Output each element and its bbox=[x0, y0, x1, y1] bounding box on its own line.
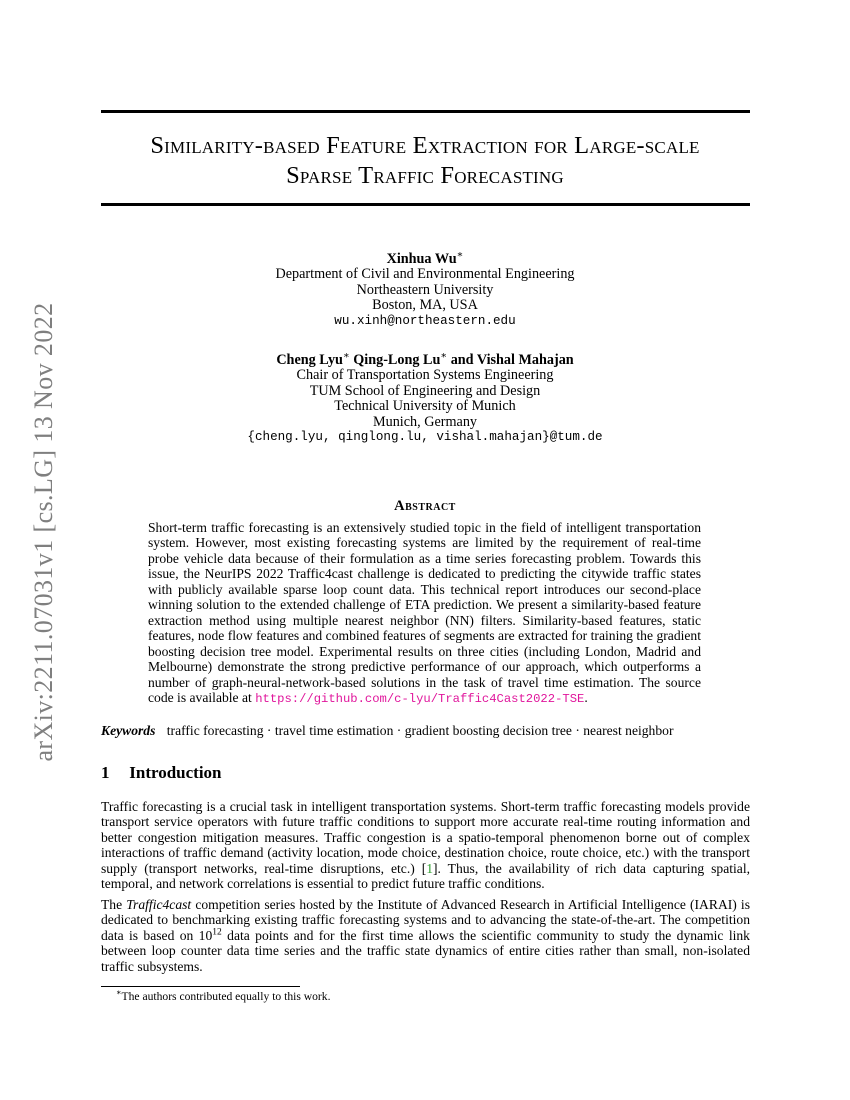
top-rule bbox=[101, 110, 750, 113]
paragraph-text: ]. Thus, the availability of rich data capturing spatial, temporal, and network correlations is essential to predict future traffic conditions. bbox=[101, 860, 750, 892]
author-school: TUM School of Engineering and Design bbox=[309, 382, 541, 399]
author-university: Northeastern University bbox=[356, 281, 494, 298]
author-marker: ∗ bbox=[440, 350, 448, 362]
author-university: Technical University of Munich bbox=[334, 398, 516, 415]
author-name: Cheng Lyu bbox=[276, 352, 343, 368]
paper-title bbox=[90, 131, 760, 191]
title-line-1: Similarity-based Feature Extraction for Large-scale bbox=[150, 132, 700, 159]
keywords-text: traffic forecasting · travel time estimation · gradient boosting decision tree · nearest neighbor bbox=[166, 723, 674, 738]
abstract-text: Short-term traffic forecasting is an extensively studied topic in the field of intelligent transportation system. However, most existing forecasting systems are limited by the requirement of real-time probe vehicle data because of their formulation as a time series forecasting problem. Towards this issue, the NeurIPS 2022 Traffic4cast challenge is dedicated to predicting the citywide traffic states with publicly available sparse loop count data. This technical report introduces our second-place winning solution to the extended challenge of ETA prediction. We present a similarity-based feature extraction method using multiple nearest neighbor (NN) filters. Similarity-based features, static features, node flow features and combined features of segments are extracted for training the gradient boosting decision tree model. Experimental results on three cities (including London, Madrid and Melbourne) demonstrate the strong predictive performance of our approach, which outperforms a number of graph-neural-network-based solutions in the task of travel time estimation. The source code is available at bbox=[148, 520, 701, 705]
author-email: wu.xinh@northeastern.edu bbox=[334, 313, 516, 328]
citation-link[interactable]: 1 bbox=[426, 860, 434, 876]
source-code-link[interactable]: https://github.com/c-lyu/Traffic4Cast2022-TSE bbox=[255, 691, 585, 706]
abstract-heading: Abstract bbox=[394, 498, 456, 514]
footnote-text: The authors contributed equally to this work. bbox=[121, 990, 331, 1003]
author-marker: ∗ bbox=[342, 350, 350, 362]
title-line-2: Sparse Traffic Forecasting bbox=[286, 162, 564, 189]
exponent: 12 bbox=[212, 927, 222, 938]
author-marker: ∗ bbox=[456, 249, 464, 261]
section-title: Introduction bbox=[129, 763, 222, 782]
intro-paragraph-1 bbox=[101, 799, 750, 892]
author-name: and Vishal Mahajan bbox=[450, 352, 574, 368]
author-name: Qing-Long Lu bbox=[353, 352, 441, 368]
keywords bbox=[101, 723, 673, 739]
author-location: Munich, Germany bbox=[372, 413, 478, 430]
footnote-rule bbox=[101, 986, 300, 987]
title-bottom-rule bbox=[101, 203, 750, 206]
abstract-body bbox=[148, 520, 701, 707]
paragraph-text: Traffic forecasting is a crucial task in intelligent transportation systems. Short-term traffic forecasting models provide transport service operators with future traffic conditions to support more accurate real-time routing information and better congestion mitigation measures. Traffic congestion is a spatio-temporal phenomenon borne out of complex interactions of traffic demand (activity location, mode choice, destination choice, route choice, etc.) with the transport supply (transport networks, real-time disruptions, etc.) [ bbox=[101, 799, 750, 876]
keywords-label: Keywords bbox=[101, 723, 156, 738]
footnote-marker: ∗ bbox=[116, 988, 122, 998]
author-name: Xinhua Wu bbox=[386, 251, 457, 267]
section-heading bbox=[101, 763, 222, 783]
author-location: Boston, MA, USA bbox=[372, 297, 478, 314]
paragraph-text: data points and for the first time allows the scientific community to study the dynamic link between loop counter data time series and the traffic state dynamics of entire cities rather than small, non-isolated traffic subsystems. bbox=[101, 927, 750, 974]
footnote bbox=[116, 990, 330, 1003]
intro-paragraph-2 bbox=[101, 897, 750, 974]
section-number: 1 bbox=[101, 763, 110, 782]
author-block-2 bbox=[0, 350, 850, 445]
author-chair: Chair of Transportation Systems Engineering bbox=[296, 367, 554, 384]
paragraph-text: The bbox=[101, 897, 127, 912]
author-block-1 bbox=[0, 249, 850, 329]
emphasis-text: Traffic4cast bbox=[126, 897, 192, 912]
author-email: {cheng.lyu, qinglong.lu, vishal.mahajan}@tum.de bbox=[247, 430, 603, 445]
abstract-end: . bbox=[584, 689, 588, 705]
author-department: Department of Civil and Environmental Engineering bbox=[275, 266, 575, 283]
paragraph-text: competition series hosted by the Institute of Advanced Research in Artificial Intelligence (IARAI) is dedicated to benchmarking existing traffic forecasting systems and to advancing the state-of-the-art. The competition data is based on 10 bbox=[101, 897, 750, 943]
arxiv-identifier: arXiv:2211.07031v1 [cs.LG] 13 Nov 2022 bbox=[29, 302, 58, 762]
